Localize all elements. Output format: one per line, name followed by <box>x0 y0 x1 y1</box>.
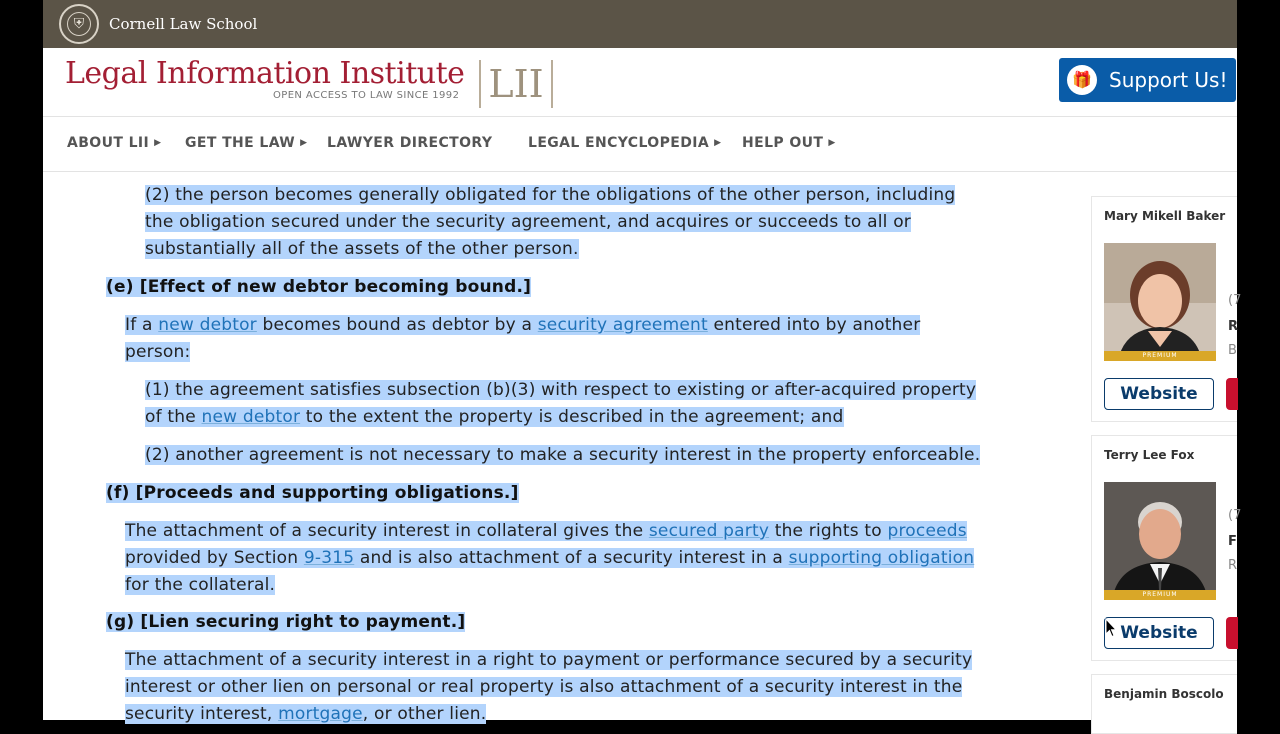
lawyer-phone-peek: (7 <box>1228 508 1242 523</box>
link-new-debtor[interactable]: new debtor <box>158 315 257 335</box>
subsection-d2: (2) the person becomes generally obligated for the obligations of the other person, including the obligation secured under the security agreement, and acquires or succeeds to all or substantially all of the assets of the other person. <box>145 185 956 259</box>
caret-right-icon: ▶ <box>714 138 722 148</box>
heading-g: (g) [Lien securing right to payment.] <box>106 612 466 632</box>
lawyer-firm-peek: F <box>1228 534 1237 549</box>
caret-right-icon: ▶ <box>154 138 162 148</box>
website-button[interactable]: Website <box>1104 378 1214 410</box>
lawyer-card <box>1091 674 1237 734</box>
main-nav <box>43 117 1237 172</box>
heading-f: (f) [Proceeds and supporting obligations.] <box>106 483 519 503</box>
link-security-agreement[interactable]: security agreement <box>537 315 708 335</box>
lawyer-location-peek: R <box>1228 558 1238 573</box>
site-title[interactable]: Legal Information Institute <box>65 56 465 91</box>
subsection-e2: (2) another agreement is not necessary to make a security interest in the property enforceable. <box>145 445 981 465</box>
nav-label: HELP OUT <box>742 135 824 151</box>
site-tagline: OPEN ACCESS TO LAW SINCE 1992 <box>273 90 460 101</box>
statute-content <box>43 172 1083 724</box>
lawyer-portrait-icon <box>1104 243 1216 361</box>
subsection-e-intro: If a new debtor becomes bound as debtor by a security agreement entered into by another person: <box>125 315 921 362</box>
site-header <box>43 48 1237 117</box>
nav-label: ABOUT LII <box>67 135 150 151</box>
lawyer-card <box>1091 196 1242 422</box>
contact-button[interactable] <box>1226 617 1238 649</box>
nav-get-the-law[interactable] <box>185 135 307 151</box>
subsection-f-body: The attachment of a security interest in collateral gives the secured party the rights to proceeds provided by Section 9-315 and is also attachment of a security interest in a supporting obligation for the collateral. <box>125 521 975 595</box>
nav-label: GET THE LAW <box>185 135 296 151</box>
lawyer-name[interactable]: Benjamin Boscolo <box>1104 687 1224 701</box>
link-new-debtor[interactable]: new debtor <box>201 407 301 427</box>
mouse-cursor-icon <box>1105 618 1117 638</box>
support-us-label: Support Us! <box>1109 68 1228 92</box>
nav-help-out[interactable] <box>742 135 836 151</box>
cornell-law-school-link[interactable]: Cornell Law School <box>109 15 258 33</box>
heading-e: (e) [Effect of new debtor becoming bound.] <box>106 277 532 297</box>
contact-button[interactable] <box>1226 378 1238 410</box>
link-mortgage[interactable]: mortgage <box>278 704 363 724</box>
nav-legal-encyclopedia[interactable] <box>528 135 721 151</box>
lawyer-location-peek: B <box>1228 343 1237 358</box>
cornell-seal-icon[interactable]: ⛨ <box>59 4 99 44</box>
premium-badge: PREMIUM <box>1104 590 1216 600</box>
nav-about-lii[interactable] <box>67 135 161 151</box>
nav-label: LAWYER DIRECTORY <box>327 135 493 151</box>
premium-badge: PREMIUM <box>1104 351 1216 361</box>
lawyer-name[interactable]: Terry Lee Fox <box>1104 448 1195 462</box>
gift-icon: 🎁 <box>1067 65 1097 95</box>
subsection-e1: (1) the agreement satisfies subsection (b)(3) with respect to existing or after-acquired property of the new debtor to the extent the property is described in the agreement; and <box>145 380 977 427</box>
link-supporting-obligation[interactable]: supporting obligation <box>788 548 975 568</box>
link-proceeds[interactable]: proceeds <box>887 521 967 541</box>
subsection-g-body: The attachment of a security interest in a right to payment or performance secured by a security interest or other lien on personal or real property is also attachment of a security interest in the security interest, mortgage, or other lien. <box>125 650 973 724</box>
page <box>43 0 1242 724</box>
link-9-315[interactable]: 9-315 <box>303 548 355 568</box>
cornell-bar <box>43 0 1237 48</box>
lii-logo[interactable]: LII <box>479 60 553 108</box>
lawyer-portrait-icon <box>1104 482 1216 600</box>
nav-label: LEGAL ENCYCLOPEDIA <box>528 135 710 151</box>
caret-right-icon: ▶ <box>828 138 836 148</box>
lawyer-photo[interactable] <box>1104 482 1216 600</box>
lawyer-name[interactable]: Mary Mikell Baker <box>1104 209 1226 223</box>
lawyer-firm-peek: R <box>1228 319 1239 334</box>
lawyer-phone-peek: (7 <box>1228 293 1242 308</box>
website-button[interactable]: Website <box>1104 617 1214 649</box>
caret-right-icon: ▶ <box>300 138 308 148</box>
nav-lawyer-directory[interactable] <box>327 135 492 151</box>
support-us-button[interactable] <box>1059 58 1236 102</box>
lawyer-photo[interactable] <box>1104 243 1216 361</box>
link-secured-party[interactable]: secured party <box>648 521 770 541</box>
